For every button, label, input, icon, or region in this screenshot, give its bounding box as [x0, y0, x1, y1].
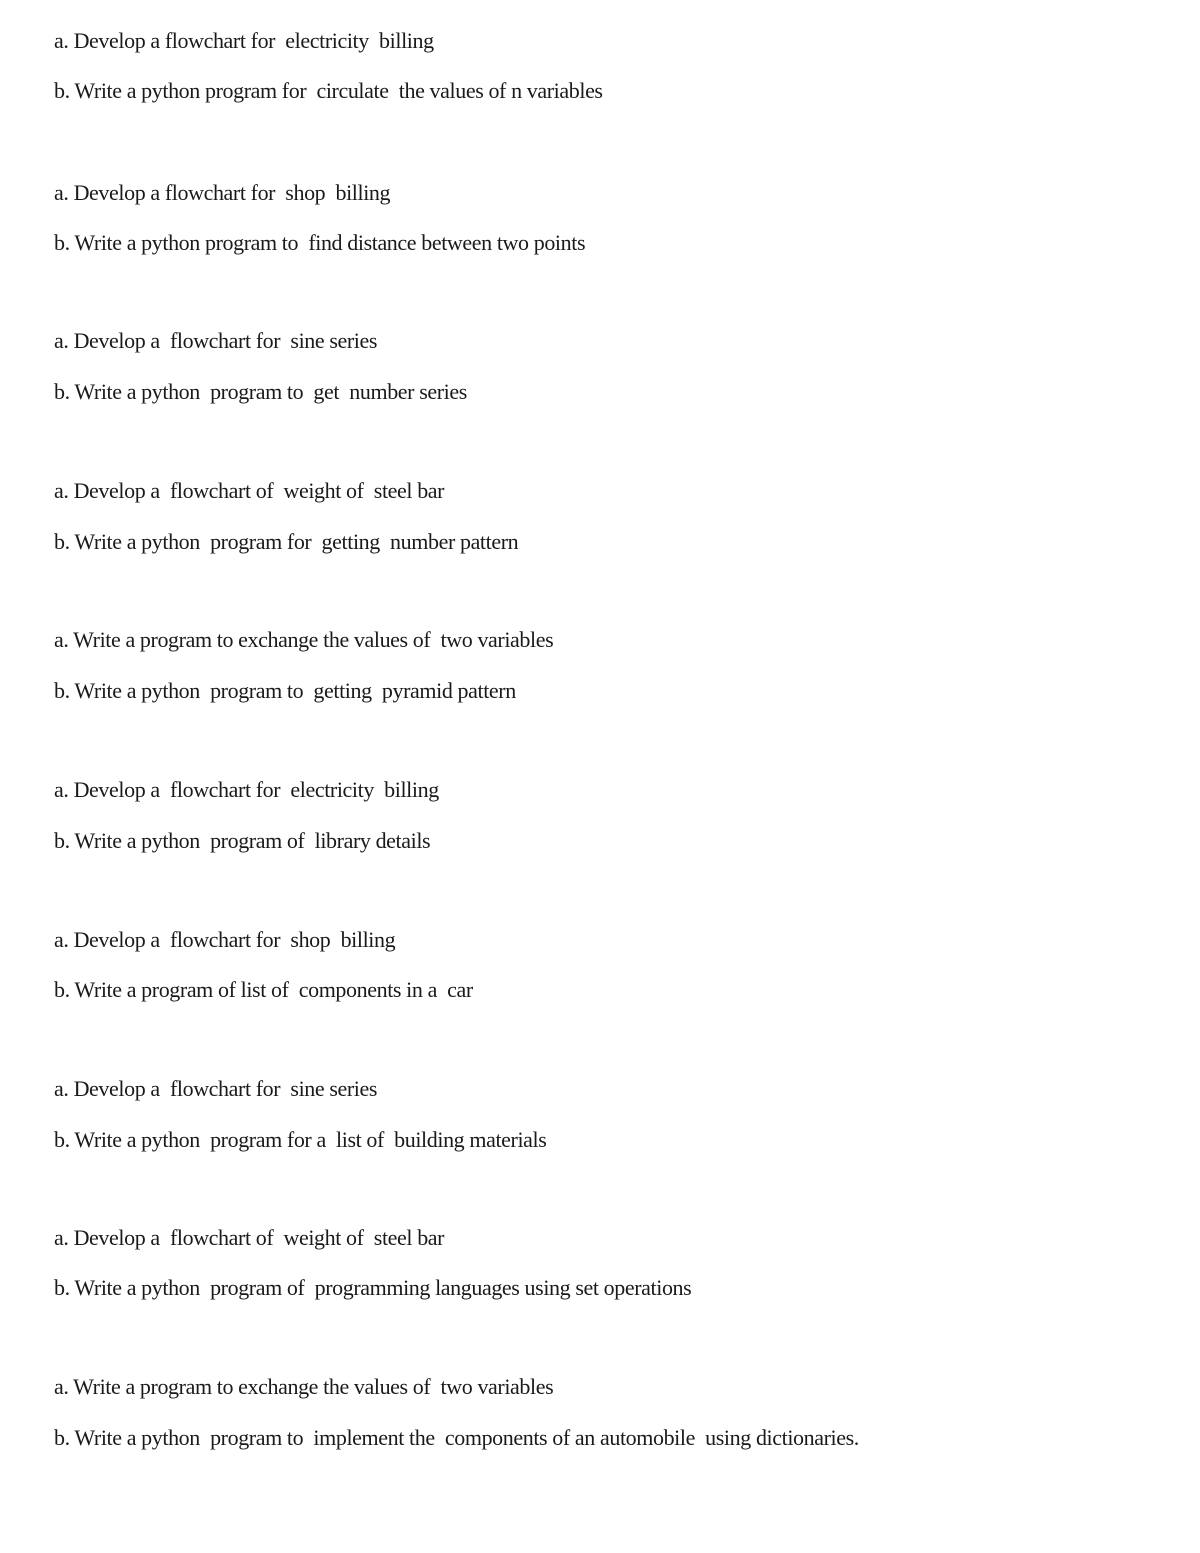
question-4-part-b: b. Write a python program for getting number pattern — [54, 529, 519, 554]
question-7-part-a: a. Develop a flowchart for shop billing — [54, 927, 396, 952]
question-5-part-b: b. Write a python program to getting pyramid pattern — [54, 678, 516, 703]
question-3-part-b: b. Write a python program to get number series — [54, 379, 467, 404]
question-6-part-a: a. Develop a flowchart for electricity billing — [54, 777, 439, 802]
question-10-part-b: b. Write a python program to implement the components of an automobile using dictionaries. — [54, 1425, 859, 1450]
question-8-part-b: b. Write a python program for a list of building materials — [54, 1127, 547, 1152]
question-2-part-b: b. Write a python program to find distance between two points — [54, 230, 586, 255]
question-1-part-a: a. Develop a flowchart for electricity billing — [54, 28, 434, 53]
question-5-part-a: a. Write a program to exchange the values of two variables — [54, 627, 554, 652]
question-4-part-a: a. Develop a flowchart of weight of steel bar — [54, 478, 445, 503]
question-10-part-a: a. Write a program to exchange the values of two variables — [54, 1374, 554, 1399]
question-9-part-a: a. Develop a flowchart of weight of steel bar — [54, 1225, 445, 1250]
question-7-part-b: b. Write a program of list of components in a car — [54, 977, 473, 1002]
question-9-part-b: b. Write a python program of programming languages using set operations — [54, 1275, 692, 1300]
question-1-part-b: b. Write a python program for circulate the values of n variables — [54, 78, 603, 103]
question-2-part-a: a. Develop a flowchart for shop billing — [54, 180, 391, 205]
question-8-part-a: a. Develop a flowchart for sine series — [54, 1076, 378, 1101]
question-3-part-a: a. Develop a flowchart for sine series — [54, 328, 378, 353]
question-6-part-b: b. Write a python program of library details — [54, 828, 431, 853]
